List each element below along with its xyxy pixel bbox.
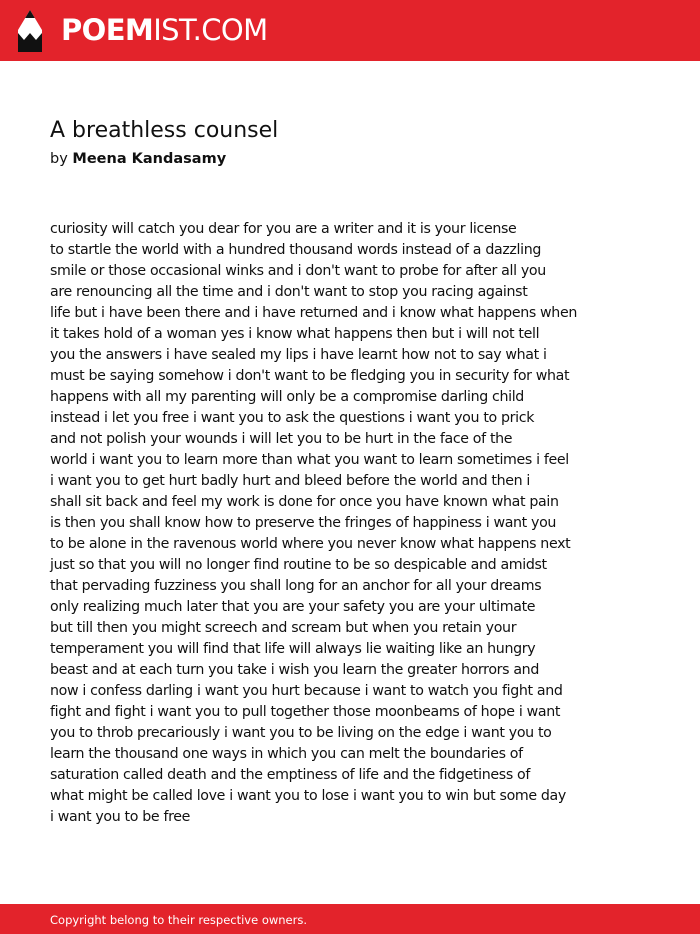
poem-line: saturation called death and the emptiness of life and the fidgetiness of <box>50 767 531 783</box>
poem-line: fight and fight i want you to pull together those moonbeams of hope i want <box>50 704 561 720</box>
brand-light-text: IST.COM <box>153 13 268 47</box>
byline <box>50 149 226 169</box>
poem-line: and not polish your wounds i will let you to be hurt in the face of the <box>50 431 513 447</box>
poem-line: you to throb precariously i want you to be living on the edge i want you to <box>50 725 552 741</box>
poem-line: i want you to get hurt badly hurt and bleed before the world and then i <box>50 473 531 489</box>
brand-bold-text: POEM <box>61 13 154 47</box>
site-header <box>0 0 700 61</box>
poem-line: to startle the world with a hundred thousand words instead of a dazzling <box>50 242 541 258</box>
poem-line: now i confess darling i want you hurt because i want to watch you fight and <box>50 683 563 699</box>
poem-line: learn the thousand one ways in which you can melt the boundaries of <box>50 746 523 762</box>
poem-line: that pervading fuzziness you shall long for an anchor for all your dreams <box>50 578 542 594</box>
poem-line: curiosity will catch you dear for you are a writer and it is your license <box>50 221 517 237</box>
poem-line: instead i let you free i want you to ask the questions i want you to prick <box>50 410 535 426</box>
poem-line: you the answers i have sealed my lips i have learnt how not to say what i <box>50 347 547 363</box>
site-logo[interactable] <box>61 11 268 49</box>
poem-line: but till then you might screech and scream but when you retain your <box>50 620 517 636</box>
poem-line: life but i have been there and i have returned and i know what happens when <box>50 305 577 321</box>
poem-line: happens with all my parenting will only be a compromise darling child <box>50 389 524 405</box>
poem-title: A breathless counsel <box>50 118 279 143</box>
poem-line: world i want you to learn more than what you want to learn sometimes i feel <box>50 452 569 468</box>
poem-line: is then you shall know how to preserve the fringes of happiness i want you <box>50 515 557 531</box>
poem-line: to be alone in the ravenous world where you never know what happens next <box>50 536 571 552</box>
poem-line: shall sit back and feel my work is done for once you have known what pain <box>50 494 559 510</box>
poem-line: temperament you will find that life will always lie waiting like an hungry <box>50 641 536 657</box>
site-footer <box>0 904 700 934</box>
poem-line: just so that you will no longer find routine to be so despicable and amidst <box>50 557 547 573</box>
poem-line: it takes hold of a woman yes i know what happens then but i will not tell <box>50 326 540 342</box>
poem-line: what might be called love i want you to lose i want you to win but some day <box>50 788 566 804</box>
poem-body <box>50 219 650 828</box>
poem-line: beast and at each turn you take i wish you learn the greater horrors and <box>50 662 539 678</box>
copyright-text: Copyright belong to their respective owners. <box>50 913 308 927</box>
poem-line: must be saying somehow i don't want to be fledging you in security for what <box>50 368 570 384</box>
by-label: by <box>50 151 68 167</box>
poem-line: only realizing much later that you are your safety you are your ultimate <box>50 599 536 615</box>
author-name: Meena Kandasamy <box>72 151 227 167</box>
poem-line: i want you to be free <box>50 809 191 825</box>
poem-line: smile or those occasional winks and i don't want to probe for after all you <box>50 263 546 279</box>
pencil-icon <box>17 9 43 53</box>
poem-line: are renouncing all the time and i don't want to stop you racing against <box>50 284 528 300</box>
